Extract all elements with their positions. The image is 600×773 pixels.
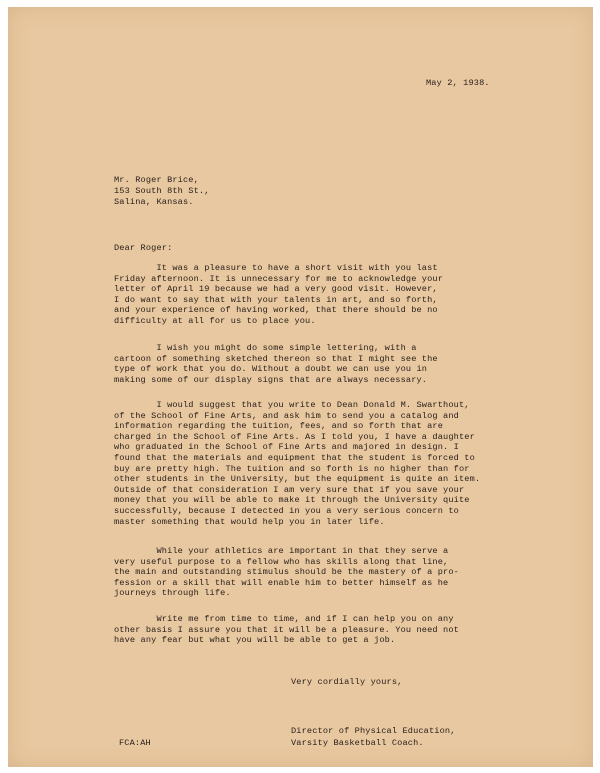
paragraph-line: other students in the University, but the equipment is quite an item.: [114, 474, 481, 485]
paragraph-line: money that you will be able to make it through the University quite: [114, 495, 470, 506]
paragraph-line: journeys through life.: [114, 588, 231, 599]
paragraph-line: and your experience of having worked, that there should be no: [114, 305, 438, 316]
letter-date: May 2, 1938.: [426, 78, 490, 88]
paragraph-line: successfully, because I detected in you a very serious concern to: [114, 505, 459, 516]
recipient-city: Salina, Kansas.: [114, 197, 194, 207]
paragraph-line: making some of our display signs that are always necessary.: [114, 374, 428, 385]
paragraph-3: [114, 400, 544, 527]
closing: Very cordially yours,: [291, 677, 403, 687]
signature-subtitle: Varsity Basketball Coach.: [291, 738, 424, 748]
paragraph-line: of the School of Fine Arts, and ask him to send you a catalog and: [114, 410, 459, 421]
paragraph-line: letter of April 19 because we had a very good visit. However,: [114, 284, 438, 295]
recipient-street: 153 South 8th St.,: [114, 186, 210, 196]
paragraph-line: Outside of that consideration I am very sure that if you save your: [114, 484, 465, 495]
paragraph-2: [114, 343, 544, 385]
paragraph-line: I do want to say that with your talents in art, and so forth,: [114, 294, 438, 305]
paragraph-line: have any fear but what you will be able to get a job.: [114, 635, 396, 646]
paragraph-line: type of work that you do. Without a doubt we can use you in: [114, 364, 428, 375]
letter-page: [8, 7, 593, 767]
paragraph-line: other basis I assure you that it will be a pleasure. You need not: [114, 624, 459, 635]
paragraph-line: very useful purpose to a fellow who has skills along that line,: [114, 556, 449, 567]
paragraph-line: the main and outstanding stimulus should be the mastery of a pro-: [114, 567, 459, 578]
paragraph-line: While your athletics are important in that they serve a: [114, 546, 449, 556]
salutation: Dear Roger:: [114, 243, 173, 253]
paragraph-line: difficulty at all for us to place you.: [114, 315, 316, 326]
paragraph-line: information regarding the tuition, fees, and so forth that are: [114, 421, 444, 432]
paragraph-1: [114, 263, 544, 327]
paragraph-line: charged in the School of Fine Arts. As I told you, I have a daughter: [114, 431, 475, 442]
paragraph-line: who graduated in the School of Fine Arts and majored in design. I: [114, 442, 459, 453]
paragraph-line: I wish you might do some simple lettering, with a: [114, 343, 417, 353]
paragraph-line: fession or a skill that will enable him to better himself as he: [114, 577, 449, 588]
recipient-name: Mr. Roger Brice,: [114, 175, 199, 185]
paragraph-line: master something that would help you in later life.: [114, 516, 385, 527]
paragraph-line: cartoon of something sketched thereon so that I might see the: [114, 353, 438, 364]
paragraph-line: Friday afternoon. It is unnecessary for me to acknowledge your: [114, 273, 444, 284]
paragraph-line: buy are pretty high. The tuition and so forth is no higher than for: [114, 463, 470, 474]
signature-title: Director of Physical Education,: [291, 726, 456, 736]
paragraph-line: I would suggest that you write to Dean Donald M. Swarthout,: [114, 400, 470, 410]
paragraph-4: [114, 546, 544, 599]
paragraph-5: [114, 614, 544, 646]
typist-initials: FCA:AH: [119, 738, 151, 748]
paragraph-line: found that the materials and equipment that the student is forced to: [114, 452, 475, 463]
paragraph-line: Write me from time to time, and if I can help you on any: [114, 614, 454, 624]
paragraph-line: It was a pleasure to have a short visit with you last: [114, 263, 438, 273]
